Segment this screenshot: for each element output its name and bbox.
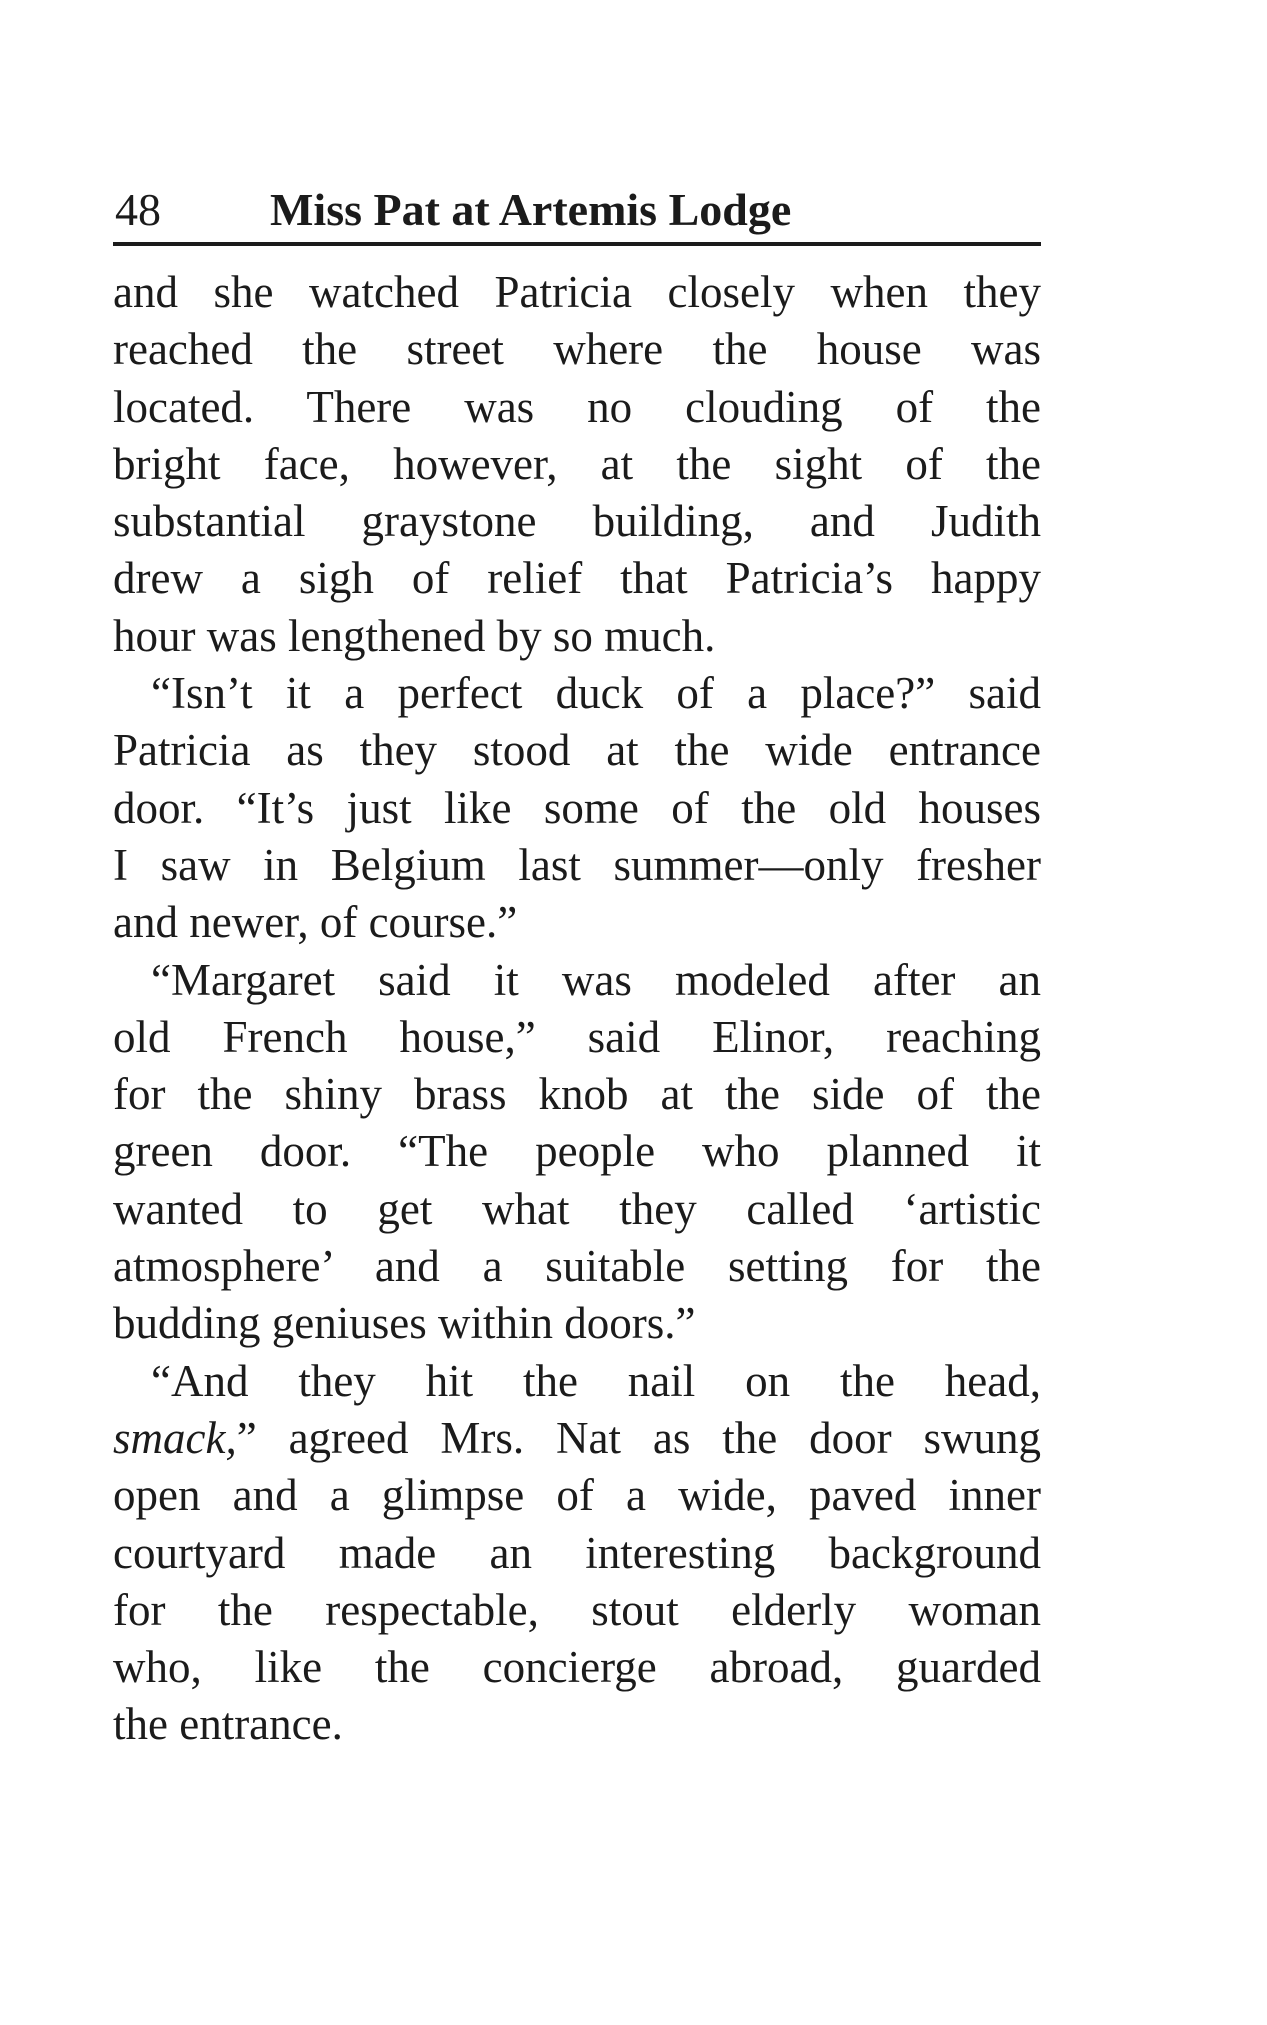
text-line: bright face, however, at the sight of the (113, 438, 1041, 489)
text-line: green door. “The people who planned it (113, 1126, 1041, 1177)
text-line: open and a glimpse of a wide, paved inner (113, 1470, 1041, 1521)
body-text (113, 264, 1041, 1754)
text-line: reached the street where the house was (113, 324, 1041, 375)
text-line: “Margaret said it was modeled after an (151, 954, 1041, 1005)
text-line (113, 1410, 1041, 1467)
text-line: old French house,” said Elinor, reaching (113, 1011, 1041, 1062)
text-line: budding geniuses within doors.” (113, 1298, 696, 1349)
text-line: who, like the concierge abroad, guarded (113, 1642, 1041, 1693)
text-line: I saw in Belgium last summer—only fresher (113, 839, 1041, 890)
text-line: hour was lengthened by so much. (113, 610, 716, 661)
text-line: located. There was no clouding of the (113, 381, 1041, 432)
text-line: “And they hit the nail on the head, (151, 1355, 1041, 1406)
text-fragment: ” agreed Mrs. Nat as the door swung (236, 1412, 1041, 1463)
italic-word: smack, (113, 1412, 237, 1463)
text-line: for the shiny brass knob at the side of the (113, 1069, 1041, 1120)
text-line: for the respectable, stout elderly woman (113, 1584, 1041, 1635)
text-line: and she watched Patricia closely when they (113, 267, 1041, 317)
text-line: wanted to get what they called ‘artistic (113, 1183, 1041, 1234)
book-title: Miss Pat at Artemis Lodge (270, 184, 792, 235)
text-line: and newer, of course.” (113, 897, 518, 948)
text-line: the entrance. (113, 1699, 343, 1750)
text-line: atmosphere’ and a suitable setting for the (113, 1241, 1041, 1292)
text-line: “Isn’t it a perfect duck of a place?” said (151, 668, 1041, 719)
running-head (115, 180, 1040, 240)
text-line: drew a sigh of relief that Patricia’s happy (113, 553, 1041, 604)
header-rule (113, 242, 1041, 246)
text-line: courtyard made an interesting background (113, 1527, 1041, 1578)
text-line: substantial graystone building, and Judith (113, 496, 1041, 547)
text-line: Patricia as they stood at the wide entrance (113, 725, 1041, 776)
text-line: door. “It’s just like some of the old houses (113, 782, 1041, 833)
page-number: 48 (115, 184, 161, 235)
